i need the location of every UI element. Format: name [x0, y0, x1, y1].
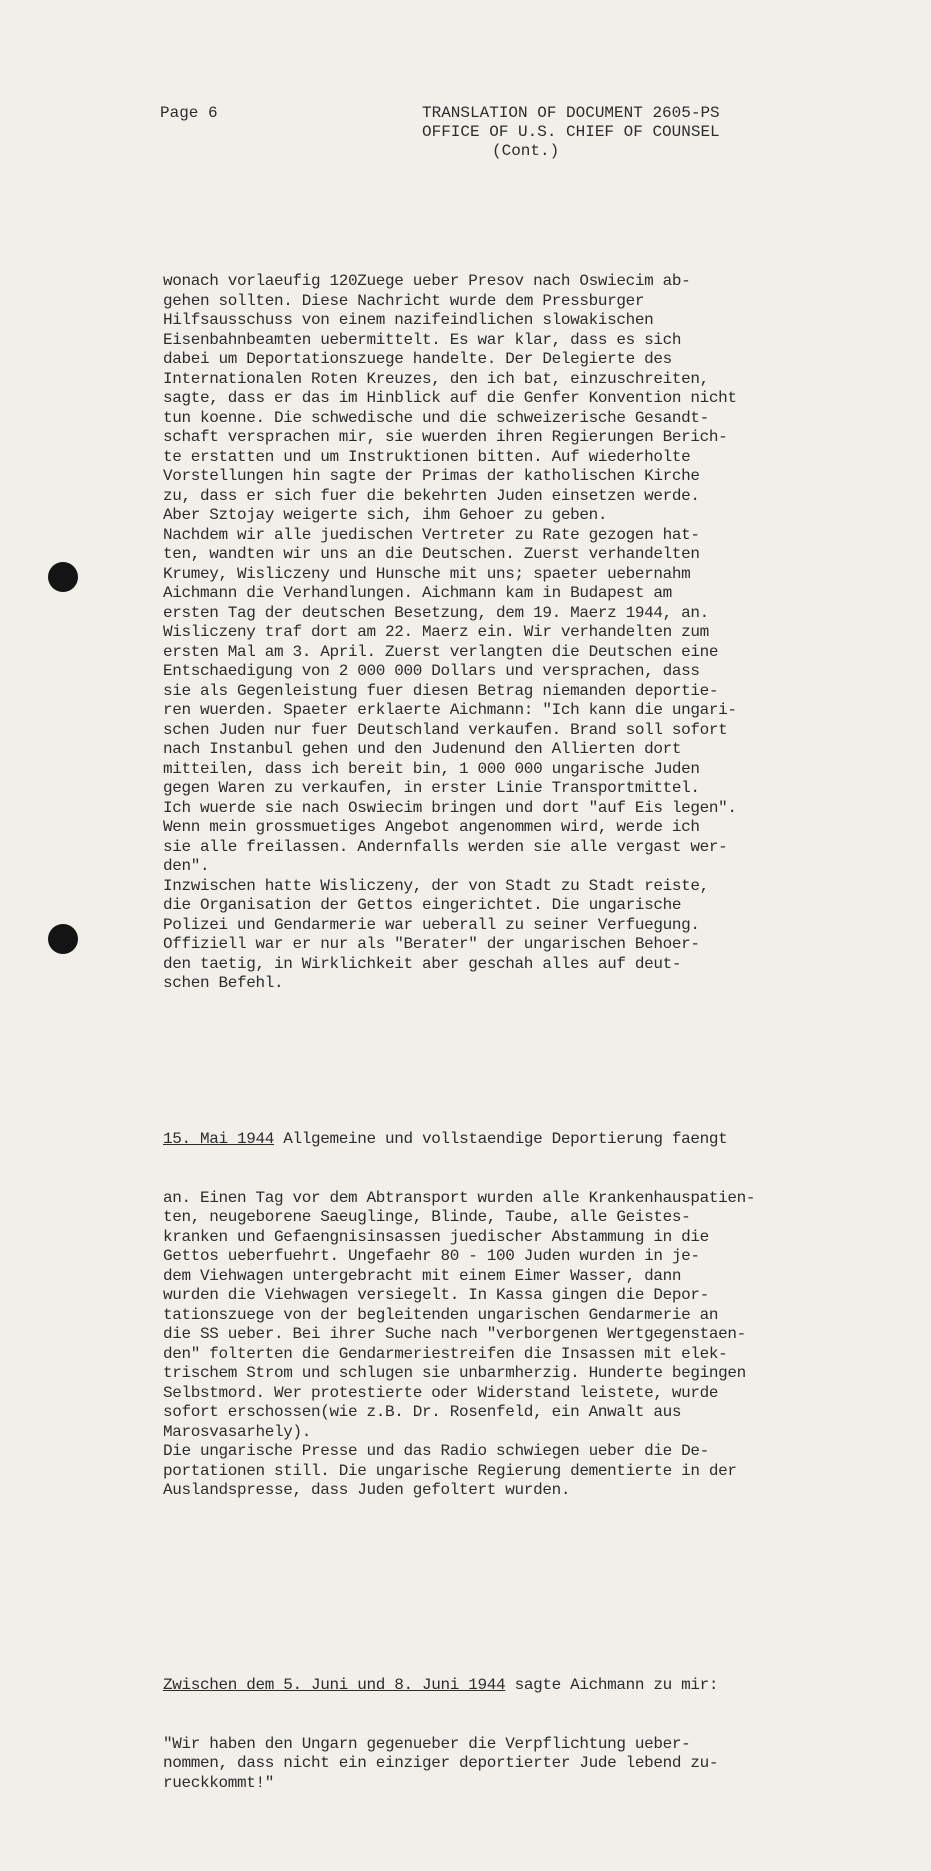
text-line: Krumey, Wisliczeny und Hunsche mit uns; spaeter uebernahm — [163, 564, 691, 583]
text-line: sagte, dass er das im Hinblick auf die Genfer Konvention nicht — [163, 389, 737, 407]
text-line: Auslandspresse, dass Juden gefoltert wurden. — [163, 1481, 571, 1499]
text-line: Wenn mein grossmuetiges Angebot angenommen wird, werde ich — [163, 818, 700, 836]
text-line: Gettos ueberfuehrt. Ungefaehr 80 - 100 Juden wurden in je- — [163, 1247, 700, 1265]
text-line: Marosvasarhely). — [163, 1422, 312, 1441]
page-number: Page 6 — [160, 104, 218, 122]
text-line: sie alle freilassen. Andernfalls werden sie alle vergast wer- — [163, 837, 728, 856]
text-line: kranken und Gefaengnisinsassen juedischer Abstammung in die — [163, 1227, 709, 1246]
text-line: trischem Strom und schlugen sie unbarmherzig. Hunderte begingen — [163, 1364, 746, 1382]
text-line: sie als Gegenleistung fuer diesen Betrag niemanden deportie- — [163, 681, 719, 700]
text-line: ersten Mal am 3. April. Zuerst verlangten die Deutschen eine — [163, 642, 719, 661]
text-line: wonach vorlaeufig 120Zuege ueber Presov nach Oswiecim ab- — [163, 272, 691, 290]
text-line: 15. Mai 1944 Allgemeine und vollstaendige Deportierung faengt — [163, 1130, 728, 1148]
text-line: den taetig, in Wirklichkeit aber geschah alles auf deut- — [163, 954, 682, 973]
date-heading: Zwischen dem 5. Juni und 8. Juni 1944 — [163, 1676, 506, 1694]
text-line: Nachdem wir alle juedischen Vertreter zu Rate gezogen hat- — [163, 525, 700, 544]
date-heading: 15. Mai 1944 — [163, 1130, 275, 1148]
text-line: zu, dass er sich fuer die bekehrten Juden einsetzen werde. — [163, 486, 700, 505]
text-line: nommen, dass nicht ein einziger deportierter Jude lebend zu- — [163, 1754, 719, 1772]
text-line: den". — [163, 857, 210, 875]
text-line: Hilfsausschuss von einem nazifeindlichen slowakischen — [163, 311, 654, 329]
text-line: Selbstmord. Wer protestierte oder Widerstand leistete, wurde — [163, 1383, 719, 1402]
text-line: rueckkommt!" — [163, 1773, 275, 1792]
header-continued: (Cont.) — [492, 142, 560, 160]
document-header — [422, 104, 720, 161]
paragraph-deportation-negotiations — [163, 272, 823, 994]
text-line: nach Instanbul gehen und den Judenund den Allierten dort — [163, 740, 682, 758]
text-line: "Wir haben den Ungarn gegenueber die Verpflichtung ueber- — [163, 1734, 691, 1753]
text-line: Internationalen Roten Kreuzes, den ich bat, einzuschreiten, — [163, 369, 709, 388]
text-line: tun koenne. Die schwedische und die schweizerische Gesandt- — [163, 408, 709, 427]
text-line: dem Viehwagen untergebracht mit einem Eimer Wasser, dann — [163, 1266, 682, 1285]
text-line: Aichmann die Verhandlungen. Aichmann kam in Budapest am — [163, 584, 672, 602]
text-line: ersten Tag der deutschen Besetzung, dem 19. Maerz 1944, an. — [163, 603, 709, 622]
text-line: mitteilen, dass ich bereit bin, 1 000 000 ungarische Juden — [163, 759, 700, 778]
text-line: Offiziell war er nur als "Berater" der ungarischen Behoer- — [163, 935, 700, 953]
text-line: Inzwischen hatte Wisliczeny, der von Stadt zu Stadt reiste, — [163, 876, 709, 895]
text-line: Ich wuerde sie nach Oswiecim bringen und dort "auf Eis legen". — [163, 798, 737, 817]
text-line: te erstatten und um Instruktionen bitten. Auf wiederholte — [163, 447, 691, 466]
text-line: sofort erschossen(wie z.B. Dr. Rosenfeld, ein Anwalt aus — [163, 1403, 682, 1421]
text-line: dabei um Deportationszuege handelte. Der Delegierte des — [163, 350, 672, 368]
text-line: den" folterten die Gendarmeriestreifen die Insassen mit elek- — [163, 1344, 728, 1363]
paragraph-june-1944 — [163, 1637, 823, 1832]
punch-hole — [48, 562, 78, 592]
text-line: schen Befehl. — [163, 974, 284, 992]
punch-hole — [48, 924, 78, 954]
header-office: OFFICE OF U.S. CHIEF OF COUNSEL — [422, 123, 720, 141]
text-line: Vorstellungen hin sagte der Primas der katholischen Kirche — [163, 467, 700, 485]
text-line: ten, neugeborene Saeuglinge, Blinde, Taube, alle Geistes- — [163, 1208, 691, 1226]
text-line: wurden die Viehwagen versiegelt. In Kassa gingen die Depor- — [163, 1286, 709, 1304]
text-line: Eisenbahnbeamten uebermittelt. Es war klar, dass es sich — [163, 330, 682, 349]
text-line: tationszuege von der begleitenden ungarischen Gendarmerie an — [163, 1305, 719, 1324]
text-line: schen Juden nur fuer Deutschland verkaufen. Brand soll sofort — [163, 720, 728, 739]
text-line: die Organisation der Gettos eingerichtet. Die ungarische — [163, 896, 682, 914]
text-line: portationen still. Die ungarische Regierung dementierte in der — [163, 1461, 737, 1480]
text-line: Die ungarische Presse und das Radio schwiegen ueber die De- — [163, 1442, 709, 1460]
paragraph-may-1944 — [163, 1091, 823, 1540]
text-line: die SS ueber. Bei ihrer Suche nach "verborgenen Wertgegenstaen- — [163, 1325, 746, 1343]
text-line: gegen Waren zu verkaufen, in erster Linie Transportmittel. — [163, 779, 700, 797]
text-line: schaft versprachen mir, sie wuerden ihren Regierungen Berich- — [163, 428, 728, 446]
header-title: TRANSLATION OF DOCUMENT 2605-PS — [422, 104, 720, 122]
text-line: gehen sollten. Diese Nachricht wurde dem Pressburger — [163, 291, 645, 310]
text-line: Aber Sztojay weigerte sich, ihm Gehoer zu geben. — [163, 506, 608, 524]
document-body — [163, 233, 823, 1871]
text-line: an. Einen Tag vor dem Abtransport wurden alle Krankenhauspatien- — [163, 1188, 756, 1207]
text-line: ren wuerden. Spaeter erklaerte Aichmann: "Ich kann die ungari- — [163, 701, 737, 719]
text-line: ten, wandten wir uns an die Deutschen. Zuerst verhandelten — [163, 545, 700, 563]
text-line: Wisliczeny traf dort am 22. Maerz ein. Wir verhandelten zum — [163, 623, 709, 641]
text-line: Zwischen dem 5. Juni und 8. Juni 1944 sagte Aichmann zu mir: — [163, 1676, 719, 1694]
text-line: Entschaedigung von 2 000 000 Dollars und versprachen, dass — [163, 662, 700, 680]
text-line: Polizei und Gendarmerie war ueberall zu seiner Verfuegung. — [163, 915, 700, 934]
